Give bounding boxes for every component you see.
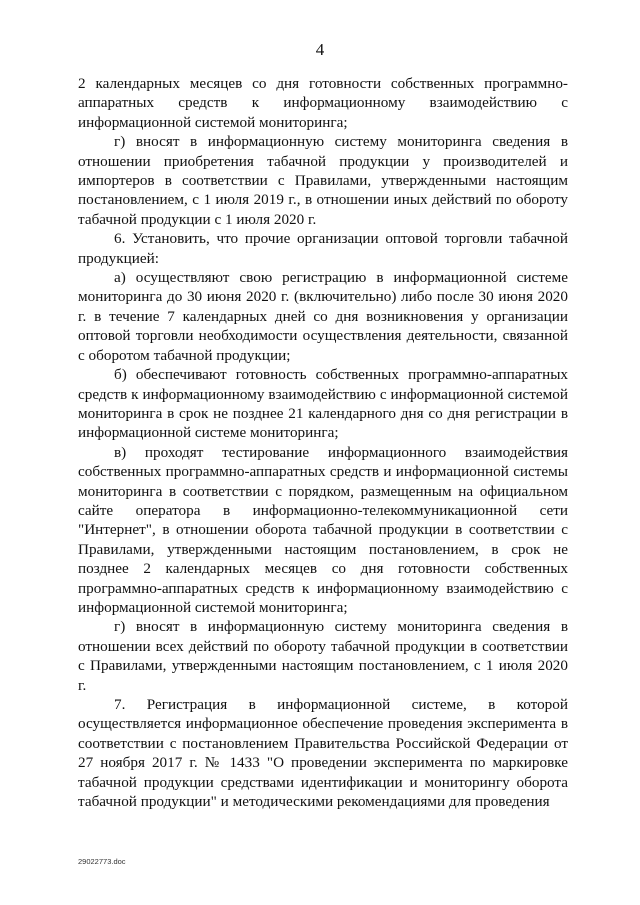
paragraph-item-b: б) обеспечивают готовность собственных программно-аппаратных средств к информационному взаимодействию с информационной системой мониторинга в срок не позднее 21 календарного дня со дня регистрации в информационной системе мониторинга; bbox=[78, 366, 568, 442]
footer-doc-code: 29022773.doc bbox=[78, 857, 126, 866]
paragraph-section-7: 7. Регистрация в информационной системе, в которой осуществляется информационное обеспечение проведения эксперимента в соответствии с постановлением Правительства Российской Федерации от 27 ноября 2017 г. № 1433 "О проведении эксперимента по маркировке табачной продукции средствами идентификации и мониторингу оборота табачной продукции" и методическими рекомендациями для проведения bbox=[78, 696, 568, 811]
page-number: 4 bbox=[315, 40, 325, 59]
paragraph-item-g-2: г) вносят в информационную систему мониторинга сведения в отношении всех действий по обороту табачной продукции в соответствии с Правилами, утвержденными настоящим постановлением, с 1 июля 2020 г. bbox=[78, 618, 568, 694]
paragraph-item-v: в) проходят тестирование информационного взаимодействия собственных программно-аппаратных средств и информационной системы мониторинга в соответствии с порядком, размещенным на официальном сайте оператора в информационно-телекоммуникационной сети "Интернет", в отношении оборота табачной продукции в соответствии с Правилами, утвержденными настоящим постановлением, в срок не позднее 2 календарных месяцев со дня готовности собственных программно-аппаратных средств к информационному взаимодействию с информационной системой мониторинга; bbox=[78, 443, 568, 616]
paragraph-continuation: 2 календарных месяцев со дня готовности собственных программно-аппаратных средств к информационному взаимодействию с информационной системой мониторинга; bbox=[78, 75, 568, 131]
paragraph-item-a: а) осуществляют свою регистрацию в информационной системе мониторинга до 30 июня 2020 г. (включительно) либо после 30 июня 2020 г. в течение 7 календарных дней со дня возникновения у организации оптовой торговли необходимости осуществления деятельности, связанной с оборотом табачной продукции; bbox=[78, 269, 568, 364]
paragraph-item-g-1: г) вносят в информационную систему мониторинга сведения в отношении приобретения табачной продукции у производителей и импортеров в соответствии с Правилами, утвержденными настоящим постановлением, с 1 июля 2019 г., в отношении иных действий по обороту табачной продукции с 1 июля 2020 г. bbox=[78, 133, 568, 228]
document-body bbox=[78, 74, 568, 811]
paragraph-section-6: 6. Установить, что прочие организации оптовой торговли табачной продукцией: bbox=[78, 230, 568, 267]
